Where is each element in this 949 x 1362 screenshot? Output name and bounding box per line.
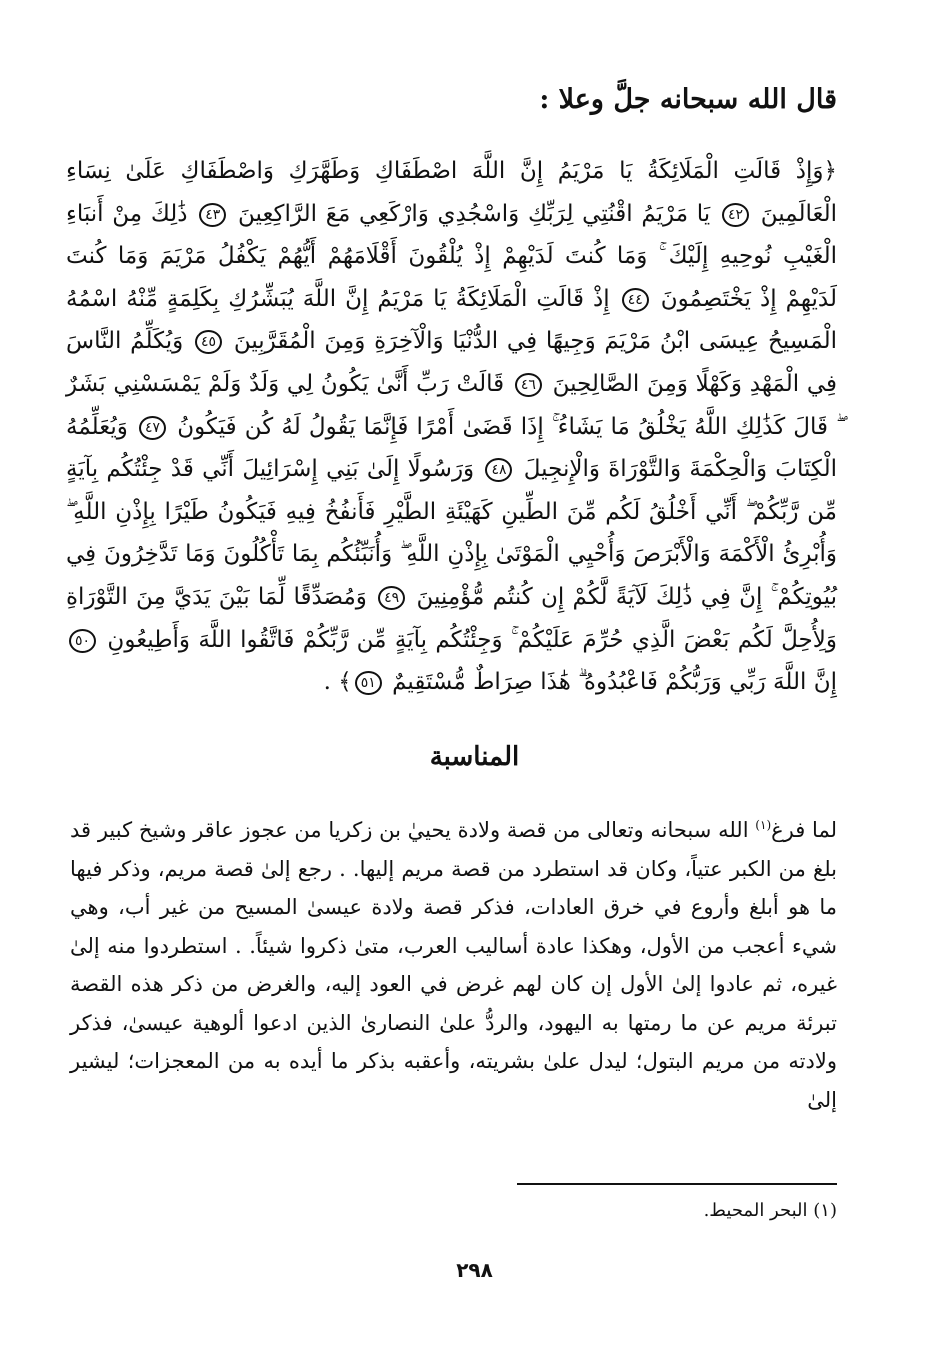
section-title: المناسبة <box>429 742 520 772</box>
ayah-text: يَا مَرْيَمُ اقْنُتِي لِرَبِّكِ وَاسْجُدِي وَارْكَعِي مَعَ الرَّاكِعِينَ <box>238 200 711 227</box>
paragraph-text: الله سبحانه وتعالى من قصة ولادة يحييٰ بن زكريا من عجوز عاقر وشيخ كبير قد بلغ من الكبر عتياً، وكان قد استطرد من قصة مريم إليها. . رجع إلىٰ قصة مريم، وذكر فيها ما هو أبلغ وأروع في خرق العادات، فذكر قصة ولادة عيسىٰ المسيح من غير أب، وهي شيء أعجب من الأول، وهكذا عادة أساليب العرب، متىٰ ذكروا شيئاً. . استطردوا منه إلىٰ غيره، ثم عادوا إلىٰ الأول إن كان لهم غرض في العود إليه، والغرض من ذكر هذه القصة تبرئة مريم عن ما رمتها به اليهود، والردُّ علىٰ النصارىٰ الذين ادعوا ألوهية عيسىٰ، فذكر ولادته من مريم البتول؛ ليدل علىٰ بشريته، وأعقبه بذكر ما أيده به من المعجزات؛ ليشير إلىٰ <box>70 818 837 1112</box>
ayah-number: ٥١ <box>355 671 382 695</box>
footnote-reference: (١) <box>755 818 772 832</box>
footnote-marker: (١) <box>813 1200 837 1221</box>
ayah-text: وَيُكَلِّمُ النَّاسَ فِي الْمَهْدِ وَكَهْلًا وَمِنَ الصَّالِحِينَ <box>66 328 838 397</box>
ayah-number: ٤٨ <box>485 458 512 482</box>
ayah-text: وَمُصَدِّقًا لِّمَا بَيْنَ يَدَيَّ مِنَ التَّوْرَاةِ وَلِأُحِلَّ لَكُم بَعْضَ الَّذِي حُرِّمَ عَلَيْكُمْ ۚ وَجِئْتُكُم بِآيَةٍ مِّن رَّبِّكُمْ فَاتَّقُوا اللَّهَ وَأَطِيعُونِ <box>66 583 837 653</box>
page-number: ٢٩٨ <box>456 1258 493 1282</box>
quran-open-bracket: ﴿ <box>823 158 837 184</box>
ayah-text: قَالَتْ رَبِّ أَنَّىٰ يَكُونُ لِي وَلَدٌ وَلَمْ يَمْسَسْنِي بَشَرٌ ۖ قَالَ كَذَٰلِكِ اللَّهُ يَخْلُقُ مَا يَشَاءُ ۚ إِذَا قَضَىٰ أَمْرًا فَإِنَّمَا يَقُولُ لَهُ كُن فَيَكُونُ <box>66 370 837 440</box>
ayah-text: وَيُعَلِّمُهُ الْكِتَابَ وَالْحِكْمَةَ وَالتَّوْرَاةَ وَالْإِنجِيلَ <box>66 413 838 483</box>
page-heading: قال الله سبحانه جلَّ وعلا : <box>539 84 837 115</box>
paragraph-start: لما فرغ <box>771 818 837 842</box>
ayah-number: ٤٤ <box>622 288 649 312</box>
quran-passage <box>66 150 837 704</box>
ayah-text: وَرَسُولًا إِلَىٰ بَنِي إِسْرَائِيلَ أَنِّي قَدْ جِئْتُكُم بِآيَةٍ مِّن رَّبِّكُمْ ۖ أَنِّي أَخْلُقُ لَكُم مِّنَ الطِّينِ كَهَيْئَةِ الطَّيْرِ فَأَنفُخُ فِيهِ فَيَكُونُ طَيْرًا بِإِذْنِ اللَّهِ ۖ وَأُبْرِئُ الْأَكْمَهَ وَالْأَبْرَصَ وَأُحْيِي الْمَوْتَىٰ بِإِذْنِ اللَّهِ ۖ وَأُنَبِّئُكُم بِمَا تَأْكُلُونَ وَمَا تَدَّخِرُونَ فِي بُيُوتِكُمْ ۚ إِنَّ فِي ذَٰلِكَ لَآيَةً لَّكُمْ إِن كُنتُم مُّؤْمِنِينَ <box>66 456 838 610</box>
ayah-number: ٤٥ <box>195 330 222 354</box>
quran-close-bracket: ﴾ . <box>323 669 352 696</box>
ayah-text: وَإِذْ قَالَتِ الْمَلَائِكَةُ يَا مَرْيَمُ إِنَّ اللَّهَ اصْطَفَاكِ وَطَهَّرَكِ وَاصْطَفَاكِ عَلَىٰ نِسَاءِ الْعَالَمِينَ <box>66 158 837 227</box>
ayah-text: إِذْ قَالَتِ الْمَلَائِكَةُ يَا مَرْيَمُ إِنَّ اللَّهَ يُبَشِّرُكِ بِكَلِمَةٍ مِّنْهُ اسْمُهُ الْمَسِيحُ عِيسَى ابْنُ مَرْيَمَ وَجِيهًا فِي الدُّنْيَا وَالْآخِرَةِ وَمِنَ الْمُقَرَّبِينَ <box>66 285 837 355</box>
ayah-number: ٥٠ <box>69 629 96 653</box>
ayah-number: ٤٣ <box>199 203 226 227</box>
ayah-number: ٤٢ <box>722 203 749 227</box>
footnote <box>704 1200 837 1221</box>
footnote-text: البحر المحيط. <box>703 1200 808 1221</box>
ayah-text: ذَٰلِكَ مِنْ أَنبَاءِ الْغَيْبِ نُوحِيهِ إِلَيْكَ ۚ وَمَا كُنتَ لَدَيْهِمْ إِذْ يُلْقُونَ أَقْلَامَهُمْ أَيُّهُمْ يَكْفُلُ مَرْيَمَ وَمَا كُنتَ لَدَيْهِمْ إِذْ يَخْتَصِمُونَ <box>66 200 837 312</box>
ayah-text: إِنَّ اللَّهَ رَبِّي وَرَبُّكُمْ فَاعْبُدُوهُ ۗ هَٰذَا صِرَاطٌ مُّسْتَقِيمٌ <box>392 669 837 696</box>
ayah-number: ٤٦ <box>515 373 542 397</box>
commentary-paragraph <box>70 806 837 1119</box>
ayah-number: ٤٧ <box>139 416 166 440</box>
ayah-number: ٤٩ <box>378 586 405 610</box>
footnote-divider <box>517 1183 837 1185</box>
